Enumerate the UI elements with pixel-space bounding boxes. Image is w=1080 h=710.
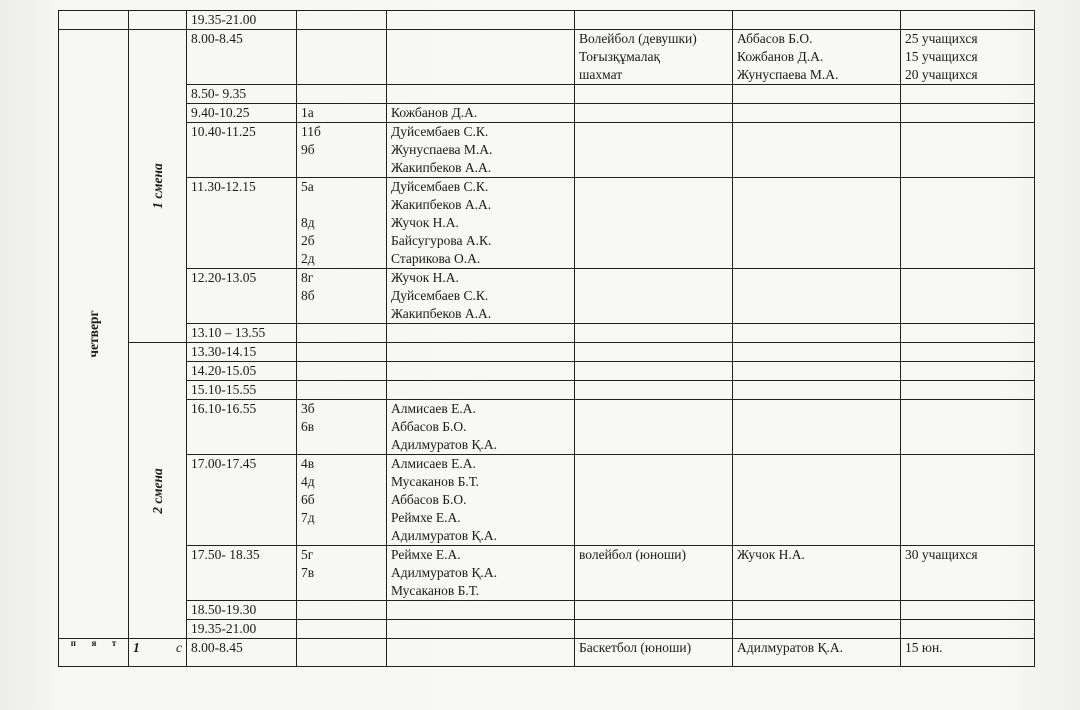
class-cell [297, 123, 387, 178]
class-cell-text: 7в [301, 565, 315, 580]
coach-cell [733, 639, 901, 667]
section-cell-text: шахмат [579, 67, 623, 82]
coach-cell-text: Кожбанов Д.А. [737, 49, 824, 64]
coach-cell [733, 85, 901, 104]
teacher-cell-text: Жучок Н.А. [391, 270, 459, 285]
class-cell [297, 178, 387, 269]
table-row [59, 85, 1035, 104]
class-cell [297, 85, 387, 104]
coach-cell [733, 381, 901, 400]
next-day-letter: т [111, 638, 117, 648]
coach-cell [733, 400, 901, 455]
table-row [59, 178, 1035, 269]
teacher-cell-text: Жунуспаева М.А. [391, 142, 493, 157]
time-cell [187, 269, 297, 324]
class-cell-text: 4д [301, 474, 315, 489]
teacher-cell-text: Жакипбеков А.А. [391, 160, 492, 175]
teacher-cell-text: Алмисаев Е.А. [391, 456, 476, 471]
count-cell [901, 620, 1035, 639]
class-cell-text: 7д [301, 510, 315, 525]
teacher-cell [387, 123, 575, 178]
section-cell [575, 639, 733, 667]
empty-cell [575, 11, 733, 30]
count-cell-text: 15 учащихся [905, 49, 978, 64]
coach-cell-text: Жунуспаева М.А. [737, 67, 839, 82]
shift-cell [129, 11, 187, 30]
time-cell [187, 362, 297, 381]
class-cell-text: 2б [301, 233, 315, 248]
class-cell [297, 30, 387, 85]
teacher-cell-text: Жакипбеков А.А. [391, 197, 492, 212]
time-cell-text: 13.10 – 13.55 [191, 325, 266, 340]
time-cell-text: 16.10-16.55 [191, 401, 257, 416]
table-row [59, 11, 1035, 30]
count-cell [901, 455, 1035, 546]
class-cell [297, 620, 387, 639]
class-cell [297, 269, 387, 324]
section-cell [575, 381, 733, 400]
next-day-label-cell [59, 639, 129, 667]
time-cell [187, 400, 297, 455]
teacher-cell-text: Мусаканов Б.Т. [391, 474, 480, 489]
time-cell-text: 8.50- 9.35 [191, 86, 247, 101]
day-label: четверг [85, 310, 101, 358]
empty-cell [297, 11, 387, 30]
class-cell-text [301, 582, 382, 600]
section-cell [575, 400, 733, 455]
class-cell-text: 9б [301, 142, 315, 157]
count-cell-text: 25 учащихся [905, 31, 978, 46]
class-cell-text: 1а [301, 105, 314, 120]
time-cell [187, 123, 297, 178]
teacher-cell-text: Адилмуратов Қ.А. [391, 528, 497, 543]
section-cell-text: Волейбол (девушки) [579, 31, 697, 46]
count-cell [901, 178, 1035, 269]
class-cell-text [301, 196, 382, 214]
count-cell [901, 400, 1035, 455]
class-cell-text: 6б [301, 492, 315, 507]
class-cell-text: 4в [301, 456, 315, 471]
teacher-cell [387, 620, 575, 639]
teacher-cell [387, 178, 575, 269]
time-cell-text: 8.00-8.45 [191, 31, 243, 46]
count-cell [901, 546, 1035, 601]
class-cell-text: 8б [301, 288, 315, 303]
next-shift-mark: 1 [133, 640, 140, 655]
class-cell-text: 8г [301, 270, 314, 285]
time-cell [187, 104, 297, 123]
teacher-cell [387, 400, 575, 455]
class-cell-text [301, 436, 382, 454]
class-cell-text: 3б [301, 401, 315, 416]
teacher-cell-text: Жакипбеков А.А. [391, 306, 492, 321]
time-cell-text: 15.10-15.55 [191, 382, 257, 397]
coach-cell-text: Жучок Н.А. [737, 547, 805, 562]
teacher-cell-text: Аббасов Б.О. [391, 419, 467, 434]
count-cell [901, 85, 1035, 104]
time-cell [187, 30, 297, 85]
coach-cell [733, 104, 901, 123]
teacher-cell [387, 362, 575, 381]
coach-cell [733, 269, 901, 324]
time-cell [187, 85, 297, 104]
section-cell [575, 85, 733, 104]
count-cell [901, 269, 1035, 324]
day-label-cell [59, 30, 129, 639]
coach-cell [733, 620, 901, 639]
count-cell-text: 20 учащихся [905, 67, 978, 82]
class-cell [297, 324, 387, 343]
class-cell [297, 343, 387, 362]
table-row [59, 620, 1035, 639]
time-cell [187, 343, 297, 362]
teacher-cell [387, 639, 575, 667]
coach-cell [733, 324, 901, 343]
section-cell-text: Тоғызқұмалақ [579, 49, 661, 64]
teacher-cell [387, 546, 575, 601]
count-cell [901, 343, 1035, 362]
class-cell [297, 362, 387, 381]
teacher-cell [387, 30, 575, 85]
section-cell-text: Баскетбол (юноши) [579, 640, 692, 655]
count-cell [901, 104, 1035, 123]
table-row [59, 324, 1035, 343]
section-cell [575, 343, 733, 362]
section-cell [575, 324, 733, 343]
teacher-cell [387, 104, 575, 123]
time-cell [187, 324, 297, 343]
class-cell [297, 455, 387, 546]
teacher-cell-text: Старикова О.А. [391, 251, 481, 266]
empty-cell [901, 11, 1035, 30]
coach-cell [733, 30, 901, 85]
section-cell [575, 104, 733, 123]
class-cell [297, 381, 387, 400]
coach-cell [733, 343, 901, 362]
section-cell [575, 178, 733, 269]
table-row [59, 123, 1035, 178]
count-cell-text: 30 учащихся [905, 547, 978, 562]
table-row [59, 400, 1035, 455]
teacher-cell-text: Алмисаев Е.А. [391, 401, 476, 416]
section-cell [575, 362, 733, 381]
time-cell-text: 11.30-12.15 [191, 179, 256, 194]
teacher-cell [387, 85, 575, 104]
teacher-cell-text: Реймхе Е.А. [391, 510, 461, 525]
class-cell-text: 6в [301, 419, 315, 434]
time-cell-text: 9.40-10.25 [191, 105, 250, 120]
section-cell [575, 123, 733, 178]
empty-cell [733, 11, 901, 30]
shift2-label-cell [129, 343, 187, 639]
next-shift-char: с [176, 640, 182, 655]
table-row [59, 546, 1035, 601]
teacher-cell [387, 324, 575, 343]
time-cell [187, 178, 297, 269]
table-row [59, 362, 1035, 381]
table-row [59, 639, 1035, 667]
count-cell [901, 30, 1035, 85]
time-cell-text: 18.50-19.30 [191, 602, 257, 617]
teacher-cell-text: Адилмуратов Қ.А. [391, 565, 497, 580]
section-cell [575, 546, 733, 601]
teacher-cell-text: Дуйсембаев С.К. [391, 124, 489, 139]
next-day-letter: п [70, 638, 76, 648]
section-cell [575, 269, 733, 324]
count-cell-text: 15 юн. [905, 640, 943, 655]
section-cell [575, 601, 733, 620]
time-cell [187, 11, 297, 30]
section-cell [575, 455, 733, 546]
coach-cell [733, 601, 901, 620]
table-row [59, 455, 1035, 546]
count-cell [901, 601, 1035, 620]
count-cell [901, 639, 1035, 667]
class-cell [297, 601, 387, 620]
class-cell [297, 400, 387, 455]
class-cell [297, 104, 387, 123]
class-cell-text: 8д [301, 215, 315, 230]
table-row [59, 381, 1035, 400]
shift1-label-cell [129, 30, 187, 343]
class-cell-text [301, 527, 382, 545]
teacher-cell [387, 601, 575, 620]
time-cell [187, 546, 297, 601]
empty-cell [387, 11, 575, 30]
coach-cell [733, 546, 901, 601]
table-row [59, 601, 1035, 620]
coach-cell-text: Аббасов Б.О. [737, 31, 813, 46]
count-cell [901, 324, 1035, 343]
teacher-cell-text: Кожбанов Д.А. [391, 105, 478, 120]
coach-cell [733, 455, 901, 546]
coach-cell-text: Адилмуратов Қ.А. [737, 640, 843, 655]
teacher-cell [387, 269, 575, 324]
class-cell [297, 639, 387, 667]
teacher-cell [387, 343, 575, 362]
class-cell-text: 5а [301, 179, 314, 194]
table-row [59, 104, 1035, 123]
coach-cell [733, 178, 901, 269]
time-cell [187, 620, 297, 639]
teacher-cell [387, 455, 575, 546]
section-cell [575, 30, 733, 85]
teacher-cell-text: Дуйсембаев С.К. [391, 288, 489, 303]
table-row [59, 343, 1035, 362]
teacher-cell-text: Байсугурова А.К. [391, 233, 492, 248]
shift1-label: 1 смена [149, 163, 165, 209]
shift2-label: 2 смена [149, 467, 165, 514]
teacher-cell [387, 381, 575, 400]
section-cell-text: волейбол (юноши) [579, 547, 687, 562]
time-cell-text: 19.35-21.00 [191, 12, 257, 27]
class-cell-text: 5г [301, 547, 314, 562]
next-day-letter: я [91, 638, 97, 648]
time-cell-text: 17.50- 18.35 [191, 547, 260, 562]
time-cell [187, 381, 297, 400]
time-cell-text: 8.00-8.45 [191, 640, 243, 655]
coach-cell [733, 123, 901, 178]
time-cell-text: 12.20-13.05 [191, 270, 257, 285]
class-cell-text [301, 305, 382, 323]
time-cell [187, 639, 297, 667]
time-cell-text: 10.40-11.25 [191, 124, 256, 139]
table-row [59, 30, 1035, 85]
teacher-cell-text: Жучок Н.А. [391, 215, 459, 230]
time-cell-text: 17.00-17.45 [191, 456, 257, 471]
time-cell [187, 601, 297, 620]
next-shift-cell [129, 639, 187, 667]
class-cell [297, 546, 387, 601]
teacher-cell-text: Дуйсембаев С.К. [391, 179, 489, 194]
class-cell-text [301, 159, 382, 177]
count-cell [901, 362, 1035, 381]
schedule-table [58, 10, 1035, 667]
count-cell [901, 381, 1035, 400]
time-cell-text: 19.35-21.00 [191, 621, 257, 636]
class-cell-text: 11б [301, 124, 321, 139]
class-cell-text: 2д [301, 251, 315, 266]
time-cell [187, 455, 297, 546]
time-cell-text: 14.20-15.05 [191, 363, 257, 378]
day-cell [59, 11, 129, 30]
teacher-cell-text: Адилмуратов Қ.А. [391, 437, 497, 452]
teacher-cell-text: Реймхе Е.А. [391, 547, 461, 562]
count-cell [901, 123, 1035, 178]
table-row [59, 269, 1035, 324]
teacher-cell-text: Аббасов Б.О. [391, 492, 467, 507]
coach-cell [733, 362, 901, 381]
teacher-cell-text: Мусаканов Б.Т. [391, 583, 480, 598]
time-cell-text: 13.30-14.15 [191, 344, 257, 359]
section-cell [575, 620, 733, 639]
